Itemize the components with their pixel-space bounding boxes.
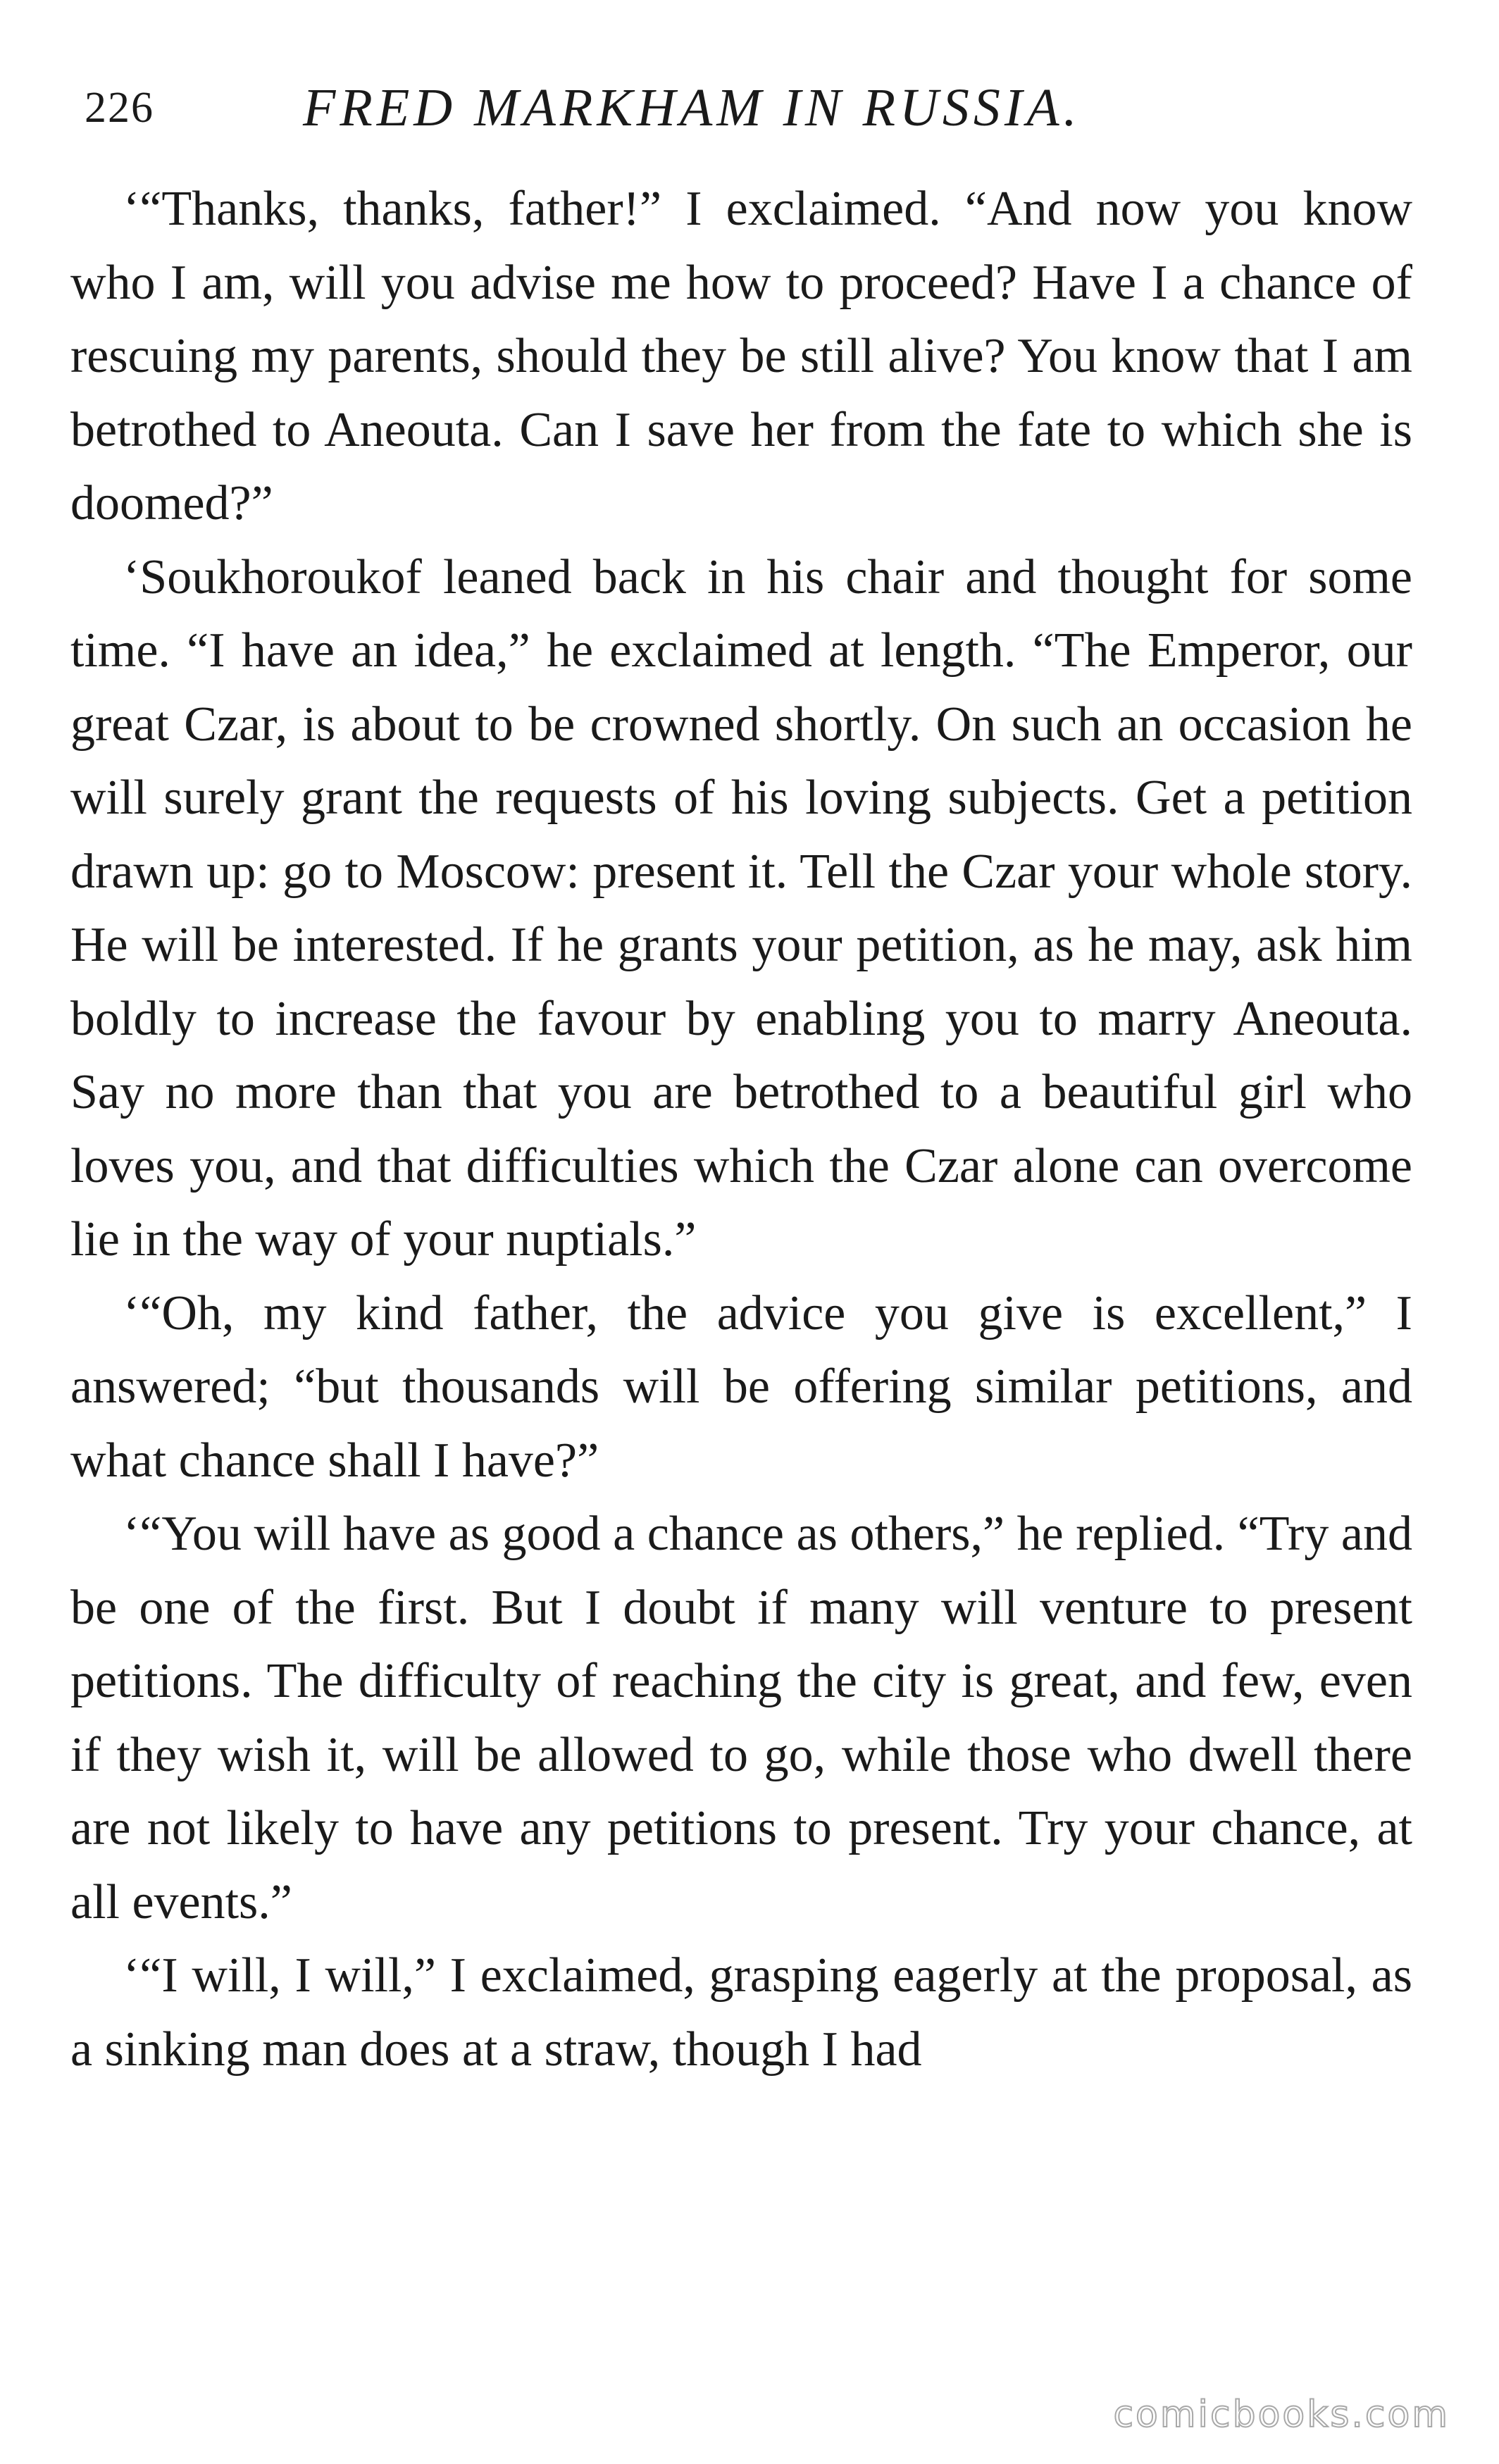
paragraph: ‘Soukhoroukof leaned back in his chair and thought for some time. “I have an idea,” he exclaimed at length. “The Emperor, our great Czar, is about to be crowned shortly. On such an occasion he will surely grant the requests of his loving subjects. Get a petition drawn up: go to Moscow: present it. Tell the Czar your whole story. He will be interested. If he grants your petition, as he may, ask him boldly to increase the favour by enabling you to marry Aneouta. Say no more than that you are betrothed to a beautiful girl who loves you, and that difficulties which the Czar alone can overcome lie in the way of your nuptials.” [70,549,1412,1267]
body-text [70,173,1412,2086]
running-title: FRED MARKHAM IN RUSSIA. [303,78,1081,137]
paragraph: ‘“Thanks, thanks, father!” I exclaimed. “And now you know who I am, will you advise me how to proceed? Have I a chance of rescuing my parents, should they be still alive? You know that I am betrothed to Aneouta. Can I save her from the fate to which she is doomed?” [70,182,1412,530]
paragraph: ‘“I will, I will,” I exclaimed, grasping eagerly at the proposal, as a sinking man does at a straw, though I had [70,1948,1412,2077]
page-number: 226 [85,84,154,132]
paragraph: ‘“Oh, my kind father, the advice you give is excellent,” I answered; “but thousands will be offering similar petitions, and what chance shall I have?” [70,1286,1412,1488]
paragraph: ‘“You will have as good a chance as others,” he replied. “Try and be one of the first. But I doubt if many will venture to present petitions. The difficulty of reaching the city is great, and few, even if they wish it, will be allowed to go, while those who dwell there are not likely to have any petitions to present. Try your chance, at all events.” [70,1507,1412,1929]
page-header [85,69,1409,147]
watermark: comicbooks.com [1113,2394,1450,2436]
